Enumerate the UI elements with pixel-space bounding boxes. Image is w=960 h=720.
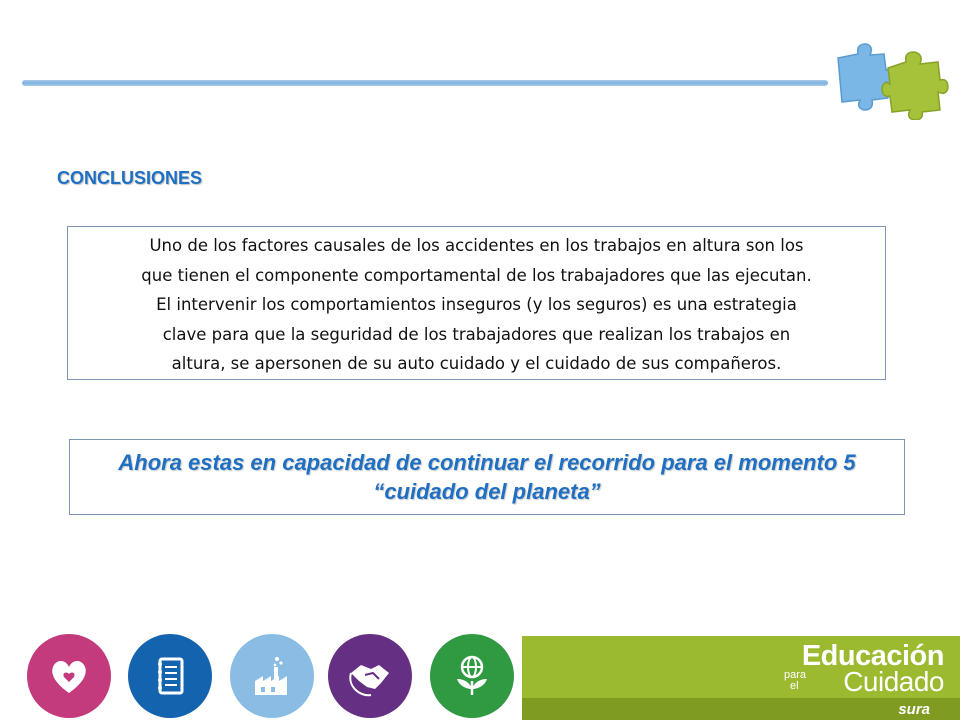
green-puzzle-piece-icon: [882, 52, 948, 120]
callout-line: Ahora estas en capacidad de continuar el recorrido para el momento 5: [118, 450, 856, 475]
callout-line: “cuidado del planeta”: [373, 479, 601, 504]
blue-puzzle-piece-icon: [838, 44, 896, 110]
heart-icon: [44, 651, 94, 701]
heart-circle: [27, 634, 111, 718]
brand-para-el: [784, 670, 806, 692]
brand-para: para: [784, 669, 807, 681]
factory-icon: [247, 651, 297, 701]
conclusion-line: altura, se apersonen de su auto cuidado y el cuidado de sus compañeros.: [171, 354, 782, 373]
conclusion-line: El intervenir los comportamientos inseguros (y los seguros) es una estrategia: [156, 295, 797, 314]
brand-el: el: [790, 680, 799, 692]
handshake-icon: [345, 651, 395, 701]
sura-logo: sura: [898, 701, 930, 718]
next-step-callout: [69, 439, 905, 515]
globe-plant-icon: [447, 651, 497, 701]
conclusion-line: Uno de los factores causales de los accidentes en los trabajos en altura son los: [149, 236, 804, 255]
educacion-para-el-cuidado-logo: [522, 636, 960, 720]
brand-subtitle: Cuidado: [843, 666, 944, 697]
brand-title: Educación: [801, 640, 944, 672]
conclusion-line: clave para que la seguridad de los trabajadores que realizan los trabajos en: [162, 324, 791, 344]
puzzle-pieces-icon: [828, 40, 950, 120]
brand-strip: [522, 698, 960, 720]
conclusion-text-box: [67, 226, 886, 380]
globe-plant-circle: [430, 634, 514, 718]
header-rule: [22, 80, 828, 86]
notebook-icon: [145, 651, 195, 701]
conclusion-line: que tienen el componente comportamental de los trabajadores que las ejecutan.: [141, 265, 812, 285]
section-heading: CONCLUSIONES: [57, 168, 203, 188]
notebook-circle: [128, 634, 212, 718]
handshake-circle: [328, 634, 412, 718]
factory-circle: [230, 634, 314, 718]
